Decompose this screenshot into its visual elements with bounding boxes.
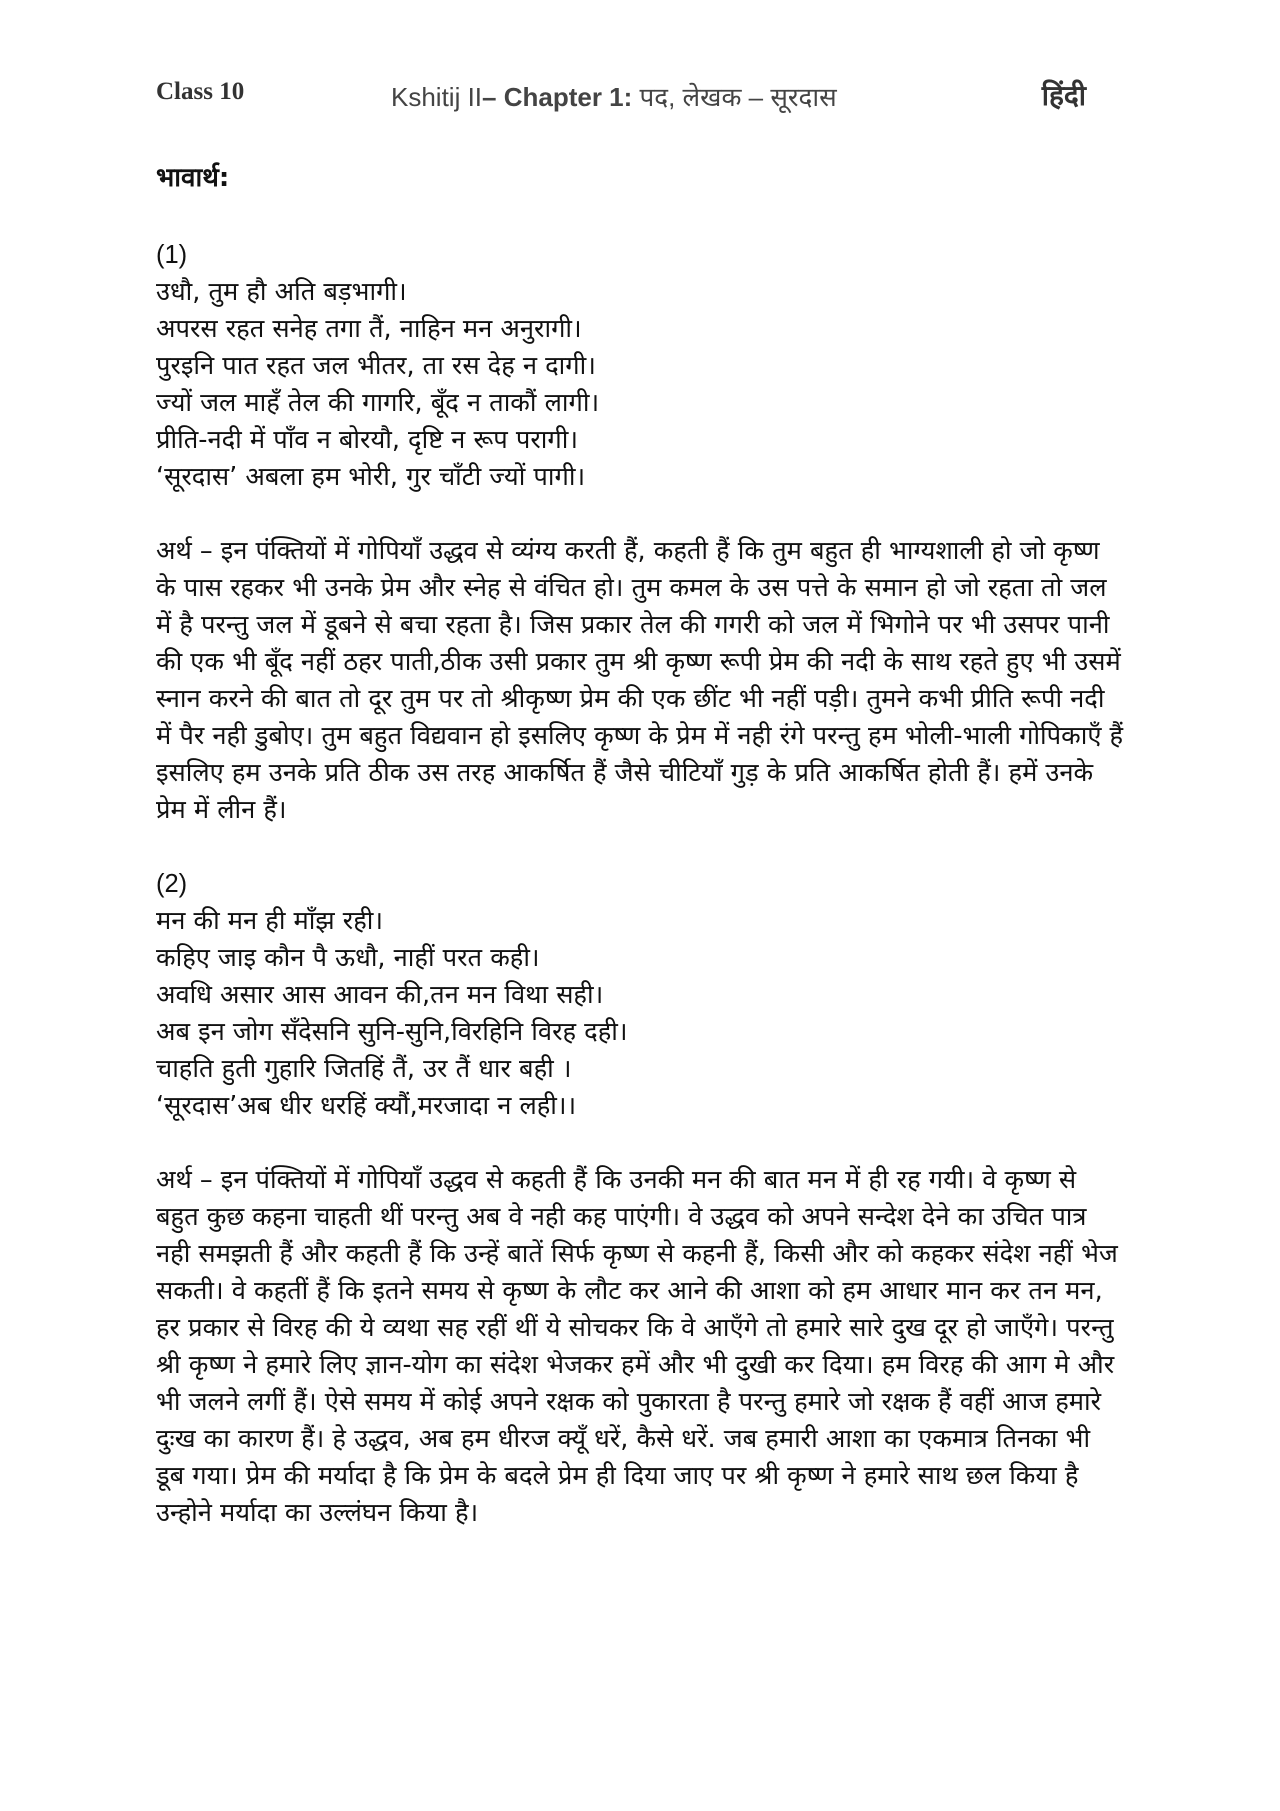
chapter-title [391,78,837,114]
verse-line: कहिए जाइ कौन पै ऊधौ, नाहीं परत कही। [156,943,540,973]
verse-line: पुरइनि पात रहत जल भीतर, ता रस देह न दागी। [156,351,596,381]
verse-line: प्रीति-नदी में पाँव न बोरयौ, दृष्टि न रूप परागी। [156,425,578,455]
chapter-name: पद, लेखक – सूरदास [639,82,837,112]
stanza-1 [156,237,1126,496]
document-body [156,160,1126,1569]
stanza-number: (2) [156,870,188,898]
stanza-2 [156,866,1126,1125]
book-name: Kshitij II [391,82,483,112]
class-label: Class 10 [156,78,245,105]
verse-line: मन की मन ही माँझ रही। [156,906,384,936]
verse-line: अब इन जोग सँदेसनि सुनि-सुनि,विरहिनि विरह दही। [156,1017,628,1047]
meaning-paragraph-2: अर्थ – इन पंक्तियों में गोपियाँ उद्धव से कहती हैं कि उनकी मन की बात मन में ही रह गयी। वे कृष्ण से बहुत कुछ कहना चाहती थीं परन्तु अब वे नही कह पाएंगी। वे उद्धव को अपने सन्देश देने का उचित पात्र नही समझती हैं और कहती हैं कि उन्हें बातें सिर्फ कृष्ण से कहनी हैं, किसी और को कहकर संदेश नहीं भेज सकती। वे कहतीं हैं कि इतने समय से कृष्ण के लौट कर आने की आशा को हम आधार मान कर तन मन, हर प्रकार से विरह की ये व्यथा सह रहीं थीं ये सोचकर कि वे आएँगे तो हमारे सारे दुख दूर हो जाएँगे। परन्तु श्री कृष्ण ने हमारे लिए ज्ञान-योग का संदेश भेजकर हमें और भी दुखी कर दिया। हम विरह की आग मे और भी जलने लगीं हैं। ऐसे समय में कोई अपने रक्षक को पुकारता है परन्तु हमारे जो रक्षक हैं वहीं आज हमारे दुःख का कारण हैं। हे उद्धव, अब हम धीरज क्यूँ धरें, कैसे धरें. जब हमारी आशा का एकमात्र तिनका भी डूब गया। प्रेम की मर्यादा है कि प्रेम के बदले प्रेम ही दिया जाए पर श्री कृष्ण ने हमारे साथ छल किया है उन्होने मर्यादा का उल्लंघन किया है। [156,1165,1118,1528]
verse-line: अपरस रहत सनेह तगा तैं, नाहिन मन अनुरागी। [156,314,582,344]
chapter-label: – Chapter 1: [482,82,633,112]
verse-line: अवधि असार आस आवन की,तन मन विथा सही। [156,980,604,1010]
section-heading: भावार्थ: [156,163,230,193]
verse-line: ‘सूरदास’अब धीर धरहिं क्यौं,मरजादा न लही।। [156,1091,577,1121]
subject-label: हिंदी [1041,79,1086,112]
verse-line: ‘सूरदास’ अबला हम भोरी, गुर चाँटी ज्यों पागी। [156,462,586,492]
verse-line: ज्यों जल माहँ तेल की गागरि, बूँद न ताकौं लागी। [156,388,600,418]
meaning-paragraph-1: अर्थ – इन पंक्तियों में गोपियाँ उद्धव से व्यंग्य करती हैं, कहती हैं कि तुम बहुत ही भाग्यशाली हो जो कृष्ण के पास रहकर भी उनके प्रेम और स्नेह से वंचित हो। तुम कमल के उस पत्ते के समान हो जो रहता तो जल में है परन्तु जल में डूबने से बचा रहता है। जिस प्रकार तेल की गगरी को जल में भिगोने पर भी उसपर पानी की एक भी बूँद नहीं ठहर पाती,ठीक उसी प्रकार तुम श्री कृष्ण रूपी प्रेम की नदी के साथ रहते हुए भी उसमें स्नान करने की बात तो दूर तुम पर तो श्रीकृष्ण प्रेम की एक छींट भी नहीं पड़ी। तुमने कभी प्रीति रूपी नदी में पैर नही डुबोए। तुम बहुत विद्यवान हो इसलिए कृष्ण के प्रेम में नही रंगे परन्तु हम भोली-भाली गोपिकाएँ हैं इसलिए हम उनके प्रति ठीक उस तरह आकर्षित हैं जैसे चीटियाँ गुड़ के प्रति आकर्षित होती हैं। हमें उनके प्रेम में लीन हैं। [156,536,1124,825]
verse-line: चाहति हुती गुहारि जितहिं तैं, उर तैं धार बही । [156,1054,572,1084]
page-header [156,78,1124,118]
stanza-number: (1) [156,241,188,269]
verse-line: उधौ, तुम हौ अति बड़भागी। [156,277,407,307]
